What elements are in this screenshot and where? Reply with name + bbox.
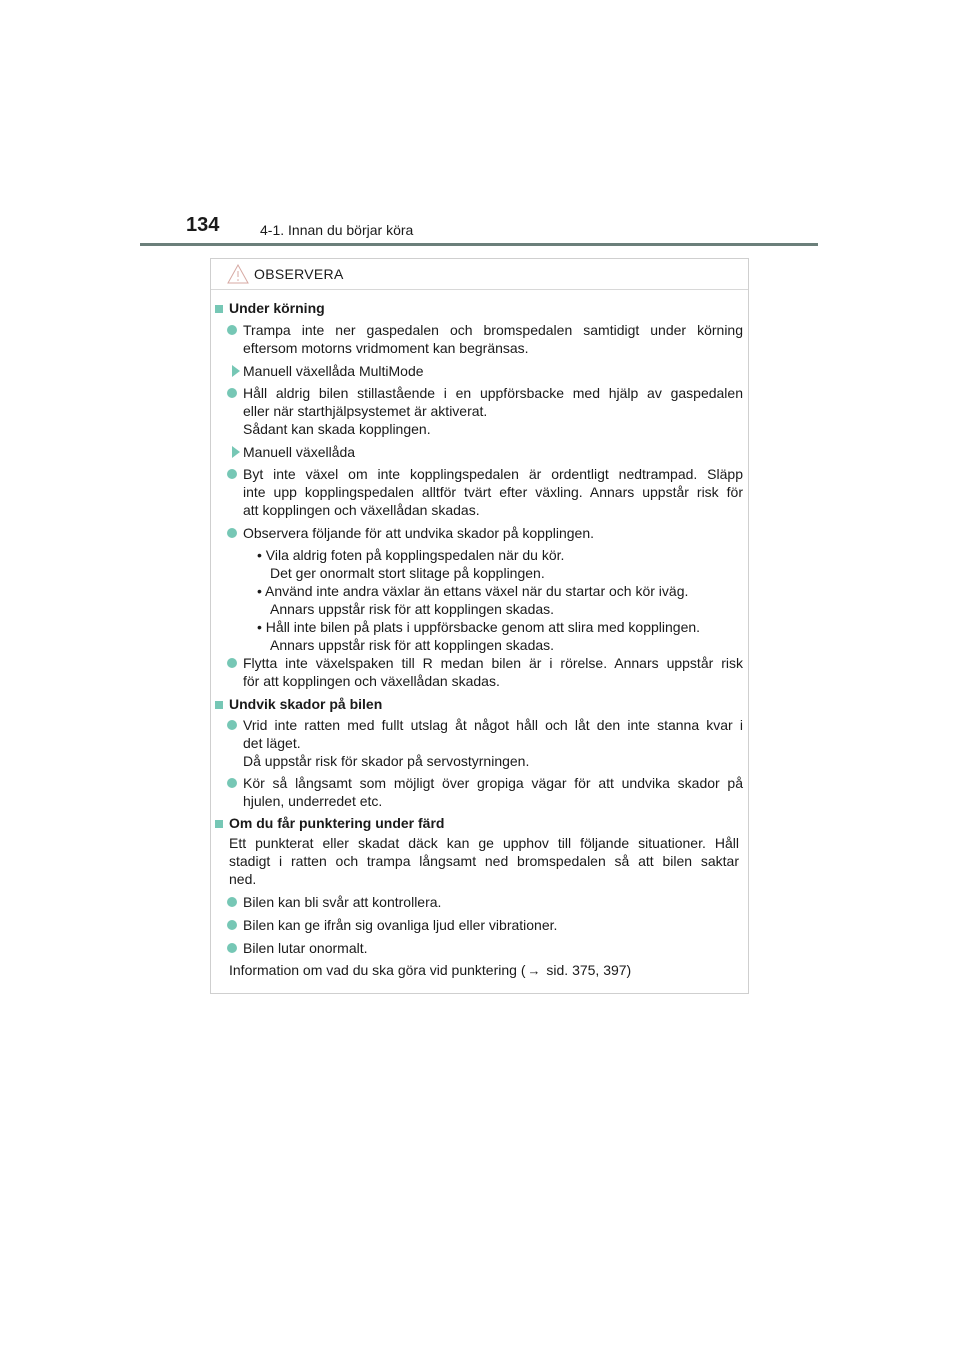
bullet-text: Observera följande för att undvika skador på kopplingen. (243, 525, 594, 541)
list-item: Det ger onormalt stort slitage på kopplingen. (270, 565, 545, 581)
subheading: Manuell växellåda (243, 444, 356, 460)
bullet-icon (227, 920, 237, 930)
bullet-text: eller när starthjälpsystemet är aktiverat. (243, 403, 488, 419)
arrow-right-icon: → (527, 963, 541, 978)
warning-icon (227, 264, 249, 284)
bullet-text: för att kopplingen och växellådan skadas. (243, 673, 500, 689)
caution-box (210, 258, 749, 994)
bullet-icon (227, 778, 237, 788)
list-item: • Använd inte andra växlar än ettans växel när du startar och kör iväg. (257, 583, 689, 599)
caution-title: OBSERVERA (254, 266, 344, 282)
bullet-text: Då uppstår risk för skador på servostyrningen. (243, 753, 530, 769)
bullet-text: att kopplingen och växellådan skadas. (243, 502, 480, 518)
bullet-text: Vrid inte ratten med fullt utslag åt något håll och låt den inte stanna kvar i (243, 717, 743, 733)
bullet-icon (227, 469, 237, 479)
bullet-icon (227, 388, 237, 398)
bullet-icon (227, 325, 237, 335)
bullet-text: hjulen, underredet etc. (243, 793, 383, 809)
section-heading: Under körning (215, 299, 325, 317)
bullet-icon (227, 528, 237, 538)
square-bullet-icon (215, 305, 223, 313)
square-bullet-icon (215, 820, 223, 828)
bullet-icon (227, 943, 237, 953)
bullet-icon (227, 897, 237, 907)
list-item: • Vila aldrig foten på kopplingspedalen när du kör. (257, 547, 565, 563)
section-title: 4-1. Innan du börjar köra (260, 222, 414, 238)
header-rule (140, 243, 818, 246)
square-bullet-icon (215, 701, 223, 709)
paragraph-text: Ett punkterat eller skadat däck kan ge upphov till följande situationer. Håll (229, 835, 739, 851)
bullet-text: det läget. (243, 735, 301, 751)
bullet-text: Trampa inte ner gaspedalen och bromspedalen samtidigt under körning (243, 322, 743, 338)
section-heading: Om du får punktering under färd (215, 814, 444, 832)
bullet-text: Bilen lutar onormalt. (243, 940, 368, 956)
bullet-text: Byt inte växel om inte kopplingspedalen är ordentligt nedtrampad. Släpp (243, 466, 743, 482)
bullet-text: inte upp kopplingspedalen alltför tvärt efter växling. Annars uppstår risk för (243, 484, 743, 500)
bullet-text: Flytta inte växelspaken till R medan bilen är i rörelse. Annars uppstår risk (243, 655, 743, 671)
bullet-text: Bilen kan bli svår att kontrollera. (243, 894, 442, 910)
paragraph-text: ned. (229, 871, 257, 887)
list-item: Annars uppstår risk för att kopplingen skadas. (270, 601, 555, 617)
bullet-text: Kör så långsamt som möjligt över gropiga vägar för att undvika skador på (243, 775, 743, 791)
bullet-icon (227, 720, 237, 730)
list-item: • Håll inte bilen på plats i uppförsbacke genom att slira med kopplingen. (257, 619, 701, 635)
bullet-icon (227, 658, 237, 668)
info-reference: Information om vad du ska göra vid punktering ( → sid. 375, 397) (229, 962, 632, 978)
bullet-text: Bilen kan ge ifrån sig ovanliga ljud eller vibrationer. (243, 917, 558, 933)
bullet-text: eftersom motorns vridmoment kan begränsas. (243, 340, 529, 356)
page-number: 134 (186, 214, 220, 236)
section-heading: Undvik skador på bilen (215, 695, 382, 713)
triangle-bullet-icon (232, 446, 240, 458)
bullet-text: Håll aldrig bilen stillastående i en uppförsbacke med hjälp av gaspedalen (243, 385, 743, 401)
bullet-text: Sådant kan skada kopplingen. (243, 421, 431, 437)
paragraph-text: stadigt i ratten och trampa långsamt ned bromspedalen så att bilen saktar (229, 853, 739, 869)
subheading: Manuell växellåda MultiMode (243, 363, 424, 379)
triangle-bullet-icon (232, 365, 240, 377)
caution-header (211, 259, 748, 290)
list-item: Annars uppstår risk för att kopplingen skadas. (270, 637, 555, 653)
